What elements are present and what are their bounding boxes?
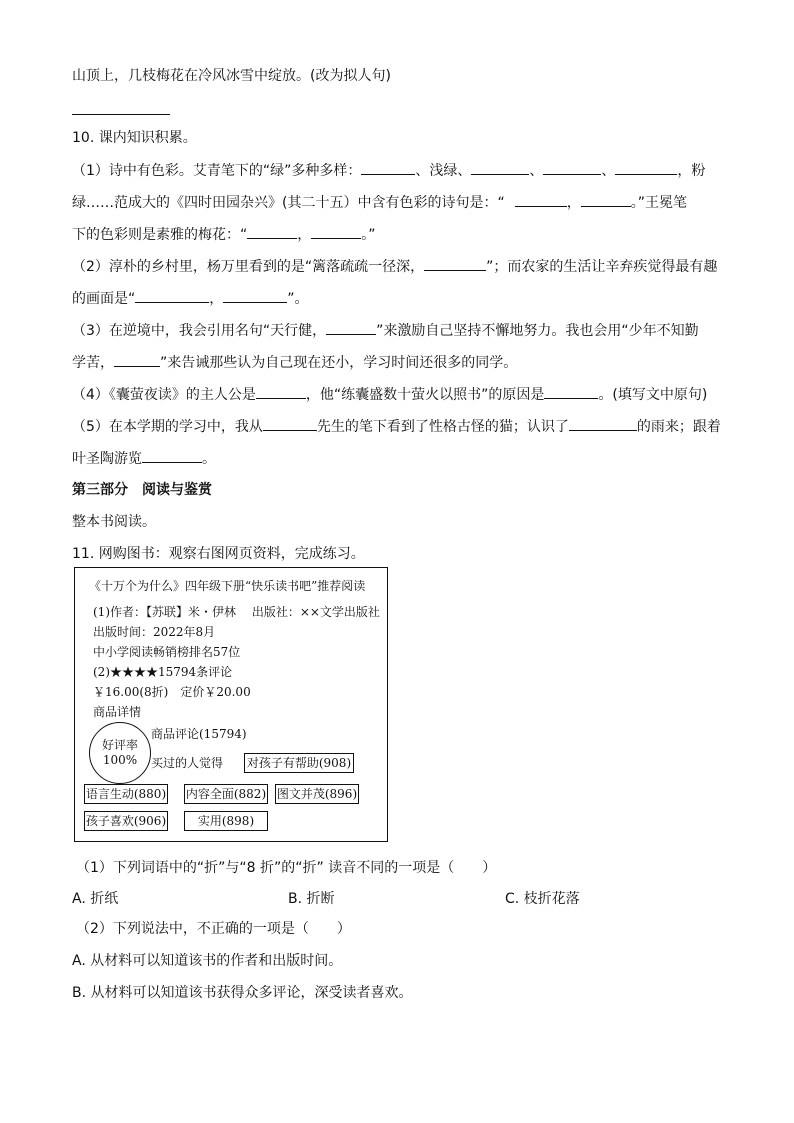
product-title: 《十万个为什么》四年级下册“快乐读书吧”推荐阅读 xyxy=(89,579,366,593)
text: 学苦， xyxy=(72,355,114,371)
text: 、浅绿、 xyxy=(415,163,472,179)
good-rate-badge xyxy=(89,722,151,784)
text: 的画面是“ xyxy=(72,291,136,307)
q11-2-option-a[interactable]: A. 从材料可以知道该书的作者和出版时间。 xyxy=(72,953,343,969)
tag-helpful[interactable]: 对孩子有帮助(908) xyxy=(244,753,354,773)
text: ”来激励自己坚持不懈地努力。我也会用“少年不知勤 xyxy=(376,323,699,339)
product-reviews-link[interactable]: 商品评论(15794) xyxy=(151,727,247,741)
tag-illustrated[interactable]: 图文并茂(896) xyxy=(275,784,359,804)
text: ， xyxy=(566,195,581,211)
q11-1-prompt: （1）下列词语中的“折”与“8 折”的“折” 读音不同的一项是（ ） xyxy=(76,860,497,876)
q10-5-line1 xyxy=(72,416,721,437)
tag-vivid-language[interactable]: 语言生动(880) xyxy=(84,784,168,804)
text: （4）《囊萤夜读》的主人公是 xyxy=(72,387,256,403)
text: ”；而农家的生活让辛弃疾觉得最有趣 xyxy=(486,259,718,275)
fill-blank[interactable] xyxy=(543,160,601,175)
fill-blank[interactable] xyxy=(581,192,631,207)
text: 叶圣陶游览 xyxy=(72,451,142,467)
q11-1-option-c[interactable]: C. 枝折花落 xyxy=(505,891,580,907)
text: （1）诗中有色彩。艾青笔下的“绿”多种多样： xyxy=(72,163,362,179)
fill-blank[interactable] xyxy=(515,192,567,207)
fill-blank[interactable] xyxy=(311,224,361,239)
text: 。”王冕笔 xyxy=(630,195,687,211)
q10-3-line2 xyxy=(72,352,517,373)
text: 。” xyxy=(361,227,376,243)
text: 绿……范成大的《四时田园杂兴》(其二十五）中含有色彩的诗句是：“ xyxy=(72,195,505,211)
fill-blank[interactable] xyxy=(424,256,486,271)
q11-2-prompt: （2）下列说法中，不正确的一项是（ ） xyxy=(76,921,351,937)
text: 下的色彩则是素雅的梅花：“ xyxy=(72,227,248,243)
fill-blank[interactable] xyxy=(142,448,202,463)
q10-1-line2 xyxy=(72,192,687,213)
whole-book-reading: 整本书阅读。 xyxy=(72,514,156,530)
text: ”来告诫那些认为自己现在还小，学习时间还很多的同学。 xyxy=(160,355,518,371)
q10-4-line xyxy=(72,384,707,405)
good-rate-label: 好评率 xyxy=(101,738,138,752)
text: 的雨来；跟着 xyxy=(636,419,721,435)
fill-blank[interactable] xyxy=(114,352,160,367)
answer-line xyxy=(72,114,170,115)
text: 先生的笔下看到了性格古怪的猫；认识了 xyxy=(316,419,569,435)
fill-blank[interactable] xyxy=(263,416,317,431)
q10-1-line3 xyxy=(72,224,376,245)
text: （2）淳朴的乡村里，杨万里看到的是“篱落疏疏一径深， xyxy=(72,259,425,275)
tag-complete-content[interactable]: 内容全面(882) xyxy=(184,784,268,804)
text: （5）在本学期的学习中，我从 xyxy=(72,419,263,435)
good-rate-value: 100% xyxy=(102,753,138,767)
part-3-heading: 第三部分 阅读与鉴赏 xyxy=(72,482,212,498)
text: （3）在逆境中，我会引用名句“天行健， xyxy=(72,323,327,339)
text: ，他“练囊盛数十萤火以照书”的原因是 xyxy=(305,387,545,403)
q10-2-line1 xyxy=(72,256,717,277)
fill-blank[interactable] xyxy=(615,160,677,175)
question-10-title: 10. 课内知识积累。 xyxy=(72,130,197,146)
fill-blank[interactable] xyxy=(544,384,598,399)
sentence-rewrite-prompt: 山顶上，几枝梅花在冷风冰雪中绽放。(改为拟人句) xyxy=(72,68,391,84)
buyers-think-label: 买过的人觉得 xyxy=(151,756,224,770)
q11-1-option-a[interactable]: A. 折纸 xyxy=(72,891,119,907)
product-pub-date: 出版时间：2022年8月 xyxy=(93,625,216,639)
product-author: (1)作者：【苏联】米・伊林 出版社：××文学出版社 xyxy=(93,605,380,619)
text: 、 xyxy=(601,163,616,179)
fill-blank[interactable] xyxy=(569,416,637,431)
q10-2-line2 xyxy=(72,288,309,309)
q10-1-line1 xyxy=(72,160,705,181)
q11-1-option-b[interactable]: B. 折断 xyxy=(288,891,335,907)
product-rating: (2)★★★★15794条评论 xyxy=(93,665,233,679)
product-price: ￥16.00(8折) 定价￥20.00 xyxy=(93,685,251,699)
tag-kids-like[interactable]: 孩子喜欢(906) xyxy=(84,811,168,831)
q10-3-line1 xyxy=(72,320,699,341)
fill-blank[interactable] xyxy=(361,160,415,175)
book-product-card xyxy=(74,567,388,842)
fill-blank[interactable] xyxy=(247,224,297,239)
fill-blank[interactable] xyxy=(135,288,209,303)
fill-blank[interactable] xyxy=(223,288,287,303)
question-11-title: 11. 网购图书：观察右图网页资料，完成练习。 xyxy=(72,546,365,562)
fill-blank[interactable] xyxy=(471,160,529,175)
product-rank: 中小学阅读畅销榜排名57位 xyxy=(93,645,241,659)
text: ， xyxy=(209,291,224,307)
fill-blank[interactable] xyxy=(326,320,376,335)
text: ， xyxy=(297,227,312,243)
q10-5-line2 xyxy=(72,448,216,469)
text: ，粉 xyxy=(677,163,706,179)
text: 、 xyxy=(529,163,544,179)
text: 。(填写文中原句) xyxy=(598,387,708,403)
product-details-link[interactable]: 商品详情 xyxy=(93,705,142,719)
text: 。 xyxy=(202,451,216,467)
fill-blank[interactable] xyxy=(256,384,306,399)
q11-2-option-b[interactable]: B. 从材料可以知道该书获得众多评论，深受读者喜欢。 xyxy=(72,985,413,1001)
tag-practical[interactable]: 实用(898) xyxy=(184,811,268,831)
text: ”。 xyxy=(287,291,309,307)
